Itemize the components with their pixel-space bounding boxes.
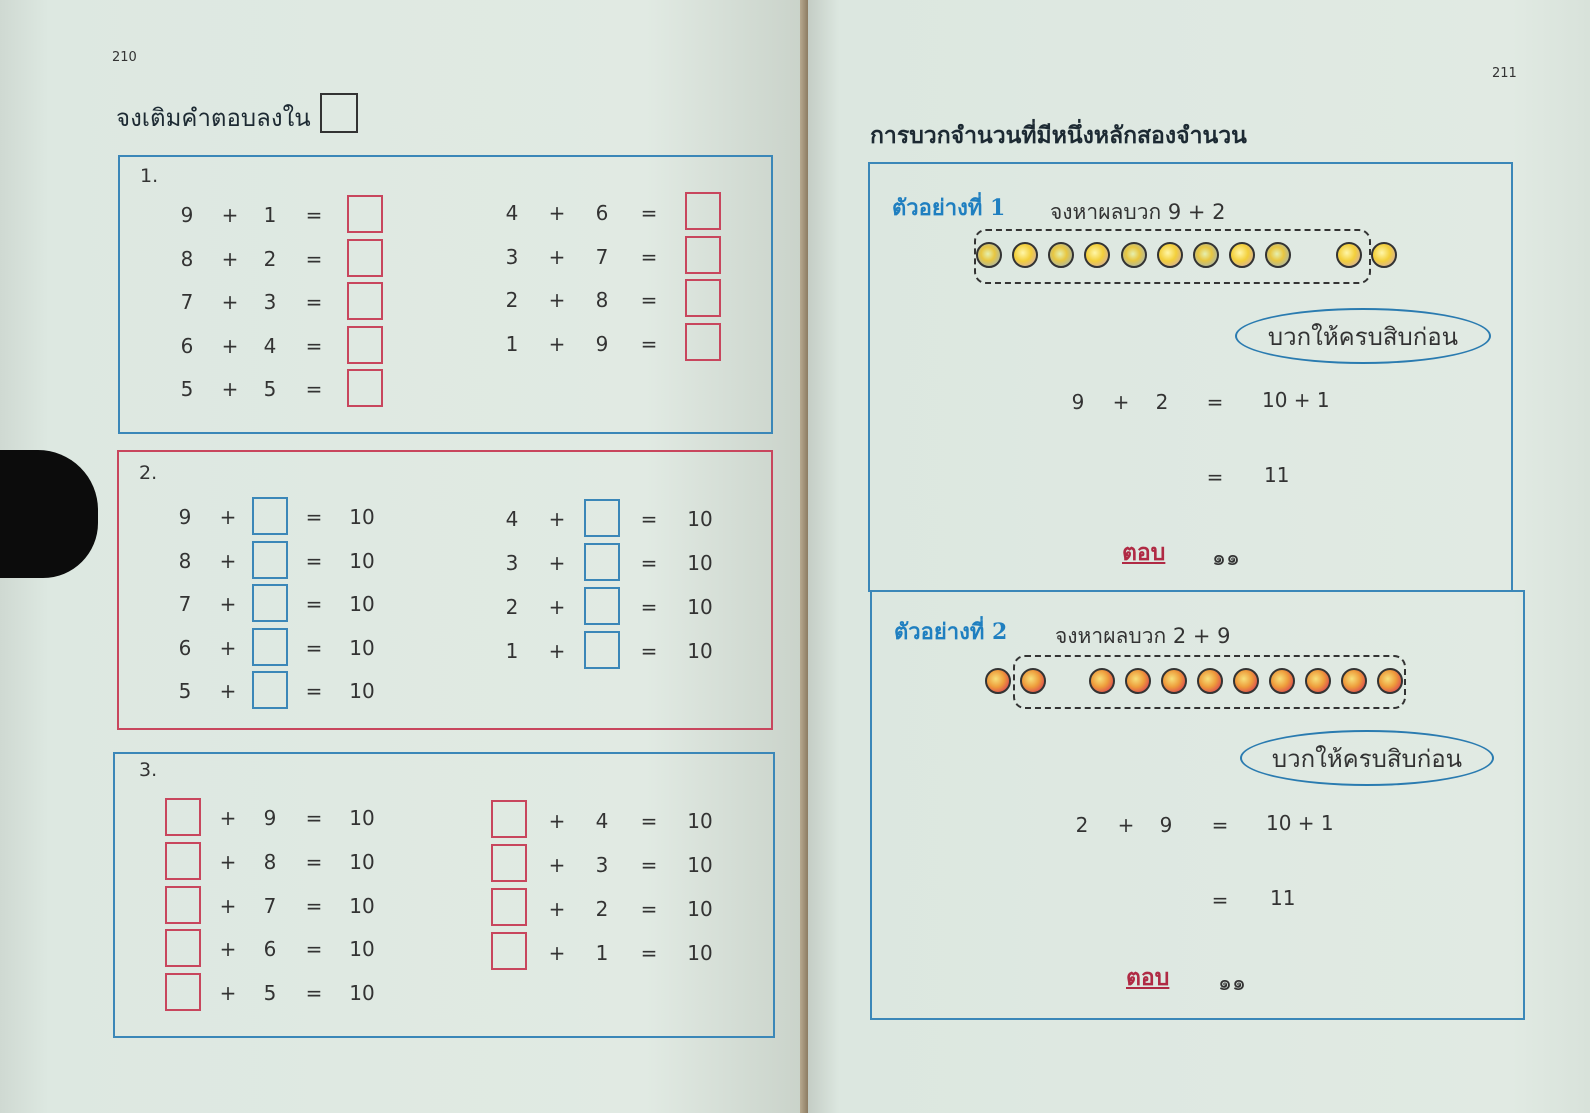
eq-term: 4: [505, 507, 519, 531]
eq-operator: +: [548, 853, 566, 877]
eq-equals: =: [305, 203, 323, 227]
eq-equals: =: [305, 377, 323, 401]
eq-equals: =: [640, 809, 658, 833]
eq-operator: +: [219, 679, 237, 703]
eq-operator: +: [219, 850, 237, 874]
eq-term: 6: [178, 636, 192, 660]
eq-operator: +: [219, 806, 237, 830]
eq-operator: +: [548, 551, 566, 575]
eq-result: 11: [1270, 886, 1296, 910]
eq-operator: +: [548, 897, 566, 921]
answer-box[interactable]: [685, 323, 721, 361]
answer-box[interactable]: [584, 631, 620, 669]
answer-box[interactable]: [165, 929, 201, 967]
eq-result: 10: [349, 894, 375, 918]
eq-term: 1: [505, 639, 519, 663]
thumb-shadow: [0, 450, 98, 578]
bead: [1336, 242, 1362, 268]
eq-operator: +: [221, 290, 239, 314]
eq-equals: =: [305, 850, 323, 874]
right-page: [808, 0, 1590, 1113]
eq-operator: +: [548, 595, 566, 619]
eq-equals: =: [640, 551, 658, 575]
eq-term: 3: [505, 551, 519, 575]
eq-equals: =: [640, 201, 658, 225]
eq-operator: +: [221, 334, 239, 358]
eq-result: 10: [687, 853, 713, 877]
eq-term: 2: [263, 247, 277, 271]
eq-operator: +: [548, 288, 566, 312]
answer-label: ตอบ: [1122, 539, 1166, 566]
eq-term: 5: [263, 981, 277, 1005]
bead: [1125, 668, 1151, 694]
eq-result: 10: [349, 505, 375, 529]
answer-box[interactable]: [685, 236, 721, 274]
eq-term: 5: [178, 679, 192, 703]
answer-box[interactable]: [491, 844, 527, 882]
eq-term: 8: [180, 247, 194, 271]
answer-box[interactable]: [584, 499, 620, 537]
eq-operator: +: [548, 332, 566, 356]
eq-term: 4: [595, 809, 609, 833]
eq-equals: =: [305, 247, 323, 271]
answer-box[interactable]: [252, 541, 288, 579]
eq-operator: +: [219, 549, 237, 573]
bead: [1305, 668, 1331, 694]
eq-equals: =: [1211, 888, 1229, 912]
bead: [1377, 668, 1403, 694]
section-label: 3.: [139, 759, 158, 781]
bead: [1265, 242, 1291, 268]
answer-box-sample: [320, 93, 358, 133]
answer-box[interactable]: [347, 239, 383, 277]
bead: [1371, 242, 1397, 268]
eq-term: 6: [180, 334, 194, 358]
eq-operator: +: [219, 894, 237, 918]
eq-equals: =: [1206, 465, 1224, 489]
answer-box[interactable]: [165, 886, 201, 924]
answer-box[interactable]: [347, 326, 383, 364]
eq-term: 9: [595, 332, 609, 356]
answer-value: ๑๑: [1212, 546, 1240, 571]
eq-equals: =: [305, 290, 323, 314]
answer-box[interactable]: [685, 279, 721, 317]
answer-box[interactable]: [491, 800, 527, 838]
eq-result: 10: [349, 937, 375, 961]
eq-equals: =: [305, 505, 323, 529]
eq-term: 7: [263, 894, 277, 918]
answer-box[interactable]: [165, 842, 201, 880]
eq-result: 10: [349, 806, 375, 830]
eq-equals: =: [640, 288, 658, 312]
eq-operator: +: [548, 809, 566, 833]
eq-equals: =: [1211, 813, 1229, 837]
eq-term: 2: [505, 595, 519, 619]
eq-operator: +: [219, 505, 237, 529]
eq-term: 1: [263, 203, 277, 227]
eq-operator: +: [1112, 390, 1130, 414]
eq-term: 9: [1159, 813, 1173, 837]
eq-term: 2: [505, 288, 519, 312]
example-1-task: จงหาผลบวก 9 + 2: [1050, 200, 1226, 224]
eq-term: 2: [1155, 390, 1169, 414]
bead: [1089, 668, 1115, 694]
bead: [1012, 242, 1038, 268]
bead: [1161, 668, 1187, 694]
eq-equals: =: [305, 334, 323, 358]
answer-value: ๑๑: [1218, 971, 1246, 996]
eq-term: 1: [595, 941, 609, 965]
eq-term: 8: [595, 288, 609, 312]
example-2-task: จงหาผลบวก 2 + 9: [1055, 624, 1231, 648]
eq-term: 4: [263, 334, 277, 358]
bead: [1157, 242, 1183, 268]
eq-result: 10 + 1: [1266, 811, 1334, 835]
eq-equals: =: [305, 679, 323, 703]
eq-term: 3: [505, 245, 519, 269]
eq-operator: +: [548, 639, 566, 663]
section-1: [118, 155, 773, 434]
example-1-heading: ตัวอย่างที่ 1: [892, 195, 1006, 221]
eq-term: 6: [263, 937, 277, 961]
eq-term: 7: [180, 290, 194, 314]
answer-box[interactable]: [252, 628, 288, 666]
bead: [1048, 242, 1074, 268]
eq-term: 9: [263, 806, 277, 830]
answer-box[interactable]: [347, 195, 383, 233]
section-3: [113, 752, 775, 1038]
answer-box[interactable]: [252, 671, 288, 709]
eq-term: 4: [505, 201, 519, 225]
eq-result: 10: [349, 981, 375, 1005]
eq-result: 10: [687, 595, 713, 619]
bead: [1084, 242, 1110, 268]
eq-equals: =: [305, 592, 323, 616]
eq-equals: =: [640, 639, 658, 663]
answer-box[interactable]: [165, 798, 201, 836]
eq-operator: +: [221, 247, 239, 271]
answer-box[interactable]: [347, 369, 383, 407]
eq-term: 7: [178, 592, 192, 616]
eq-term: 7: [595, 245, 609, 269]
eq-equals: =: [305, 636, 323, 660]
page-number: 210: [112, 50, 137, 65]
eq-equals: =: [640, 853, 658, 877]
eq-result: 10: [687, 507, 713, 531]
eq-result: 10: [687, 809, 713, 833]
eq-equals: =: [640, 245, 658, 269]
answer-box[interactable]: [347, 282, 383, 320]
eq-term: 9: [1071, 390, 1085, 414]
hint-bubble: บวกให้ครบสิบก่อน: [1240, 730, 1494, 786]
eq-operator: +: [548, 201, 566, 225]
eq-operator: +: [219, 981, 237, 1005]
answer-box[interactable]: [685, 192, 721, 230]
eq-result: 10: [687, 897, 713, 921]
bead: [1020, 668, 1046, 694]
instruction: จงเติมคำตอบลงใน: [116, 104, 311, 132]
eq-result: 10: [349, 592, 375, 616]
eq-term: 3: [263, 290, 277, 314]
eq-operator: +: [548, 245, 566, 269]
bead: [976, 242, 1002, 268]
eq-operator: +: [221, 377, 239, 401]
answer-box[interactable]: [584, 587, 620, 625]
eq-equals: =: [640, 507, 658, 531]
eq-result: 10: [349, 679, 375, 703]
page-number: 211: [1492, 66, 1517, 81]
eq-term: 5: [263, 377, 277, 401]
eq-operator: +: [219, 937, 237, 961]
eq-equals: =: [640, 332, 658, 356]
hint-bubble: บวกให้ครบสิบก่อน: [1235, 308, 1491, 364]
eq-equals: =: [640, 897, 658, 921]
bead: [1233, 668, 1259, 694]
eq-operator: +: [219, 636, 237, 660]
eq-result: 10: [349, 549, 375, 573]
eq-operator: +: [1117, 813, 1135, 837]
eq-result: 11: [1264, 463, 1290, 487]
eq-equals: =: [640, 595, 658, 619]
eq-equals: =: [305, 549, 323, 573]
eq-term: 1: [505, 332, 519, 356]
eq-operator: +: [219, 592, 237, 616]
bead: [985, 668, 1011, 694]
answer-box[interactable]: [491, 888, 527, 926]
eq-operator: +: [221, 203, 239, 227]
eq-term: 9: [180, 203, 194, 227]
eq-term: 6: [595, 201, 609, 225]
eq-operator: +: [548, 941, 566, 965]
bead: [1269, 668, 1295, 694]
eq-result: 10: [349, 636, 375, 660]
answer-box[interactable]: [584, 543, 620, 581]
eq-term: 5: [180, 377, 194, 401]
eq-term: 3: [595, 853, 609, 877]
section-label: 1.: [140, 165, 159, 187]
bead: [1121, 242, 1147, 268]
bead: [1341, 668, 1367, 694]
eq-equals: =: [305, 981, 323, 1005]
eq-result: 10 + 1: [1262, 388, 1330, 412]
eq-term: 8: [263, 850, 277, 874]
page-title: การบวกจำนวนที่มีหนึ่งหลักสองจำนวน: [870, 122, 1247, 149]
eq-equals: =: [305, 894, 323, 918]
eq-term: 2: [595, 897, 609, 921]
eq-result: 10: [687, 941, 713, 965]
eq-equals: =: [1206, 390, 1224, 414]
eq-result: 10: [687, 551, 713, 575]
eq-operator: +: [548, 507, 566, 531]
example-2-heading: ตัวอย่างที่ 2: [894, 619, 1008, 645]
eq-result: 10: [687, 639, 713, 663]
answer-box[interactable]: [252, 497, 288, 535]
eq-term: 9: [178, 505, 192, 529]
answer-box[interactable]: [491, 932, 527, 970]
bead: [1193, 242, 1219, 268]
eq-equals: =: [305, 937, 323, 961]
eq-term: 8: [178, 549, 192, 573]
eq-result: 10: [349, 850, 375, 874]
section-label: 2.: [139, 462, 158, 484]
eq-term: 2: [1075, 813, 1089, 837]
bead: [1229, 242, 1255, 268]
eq-equals: =: [640, 941, 658, 965]
answer-box[interactable]: [165, 973, 201, 1011]
answer-label: ตอบ: [1126, 964, 1170, 991]
eq-equals: =: [305, 806, 323, 830]
bead: [1197, 668, 1223, 694]
answer-box[interactable]: [252, 584, 288, 622]
